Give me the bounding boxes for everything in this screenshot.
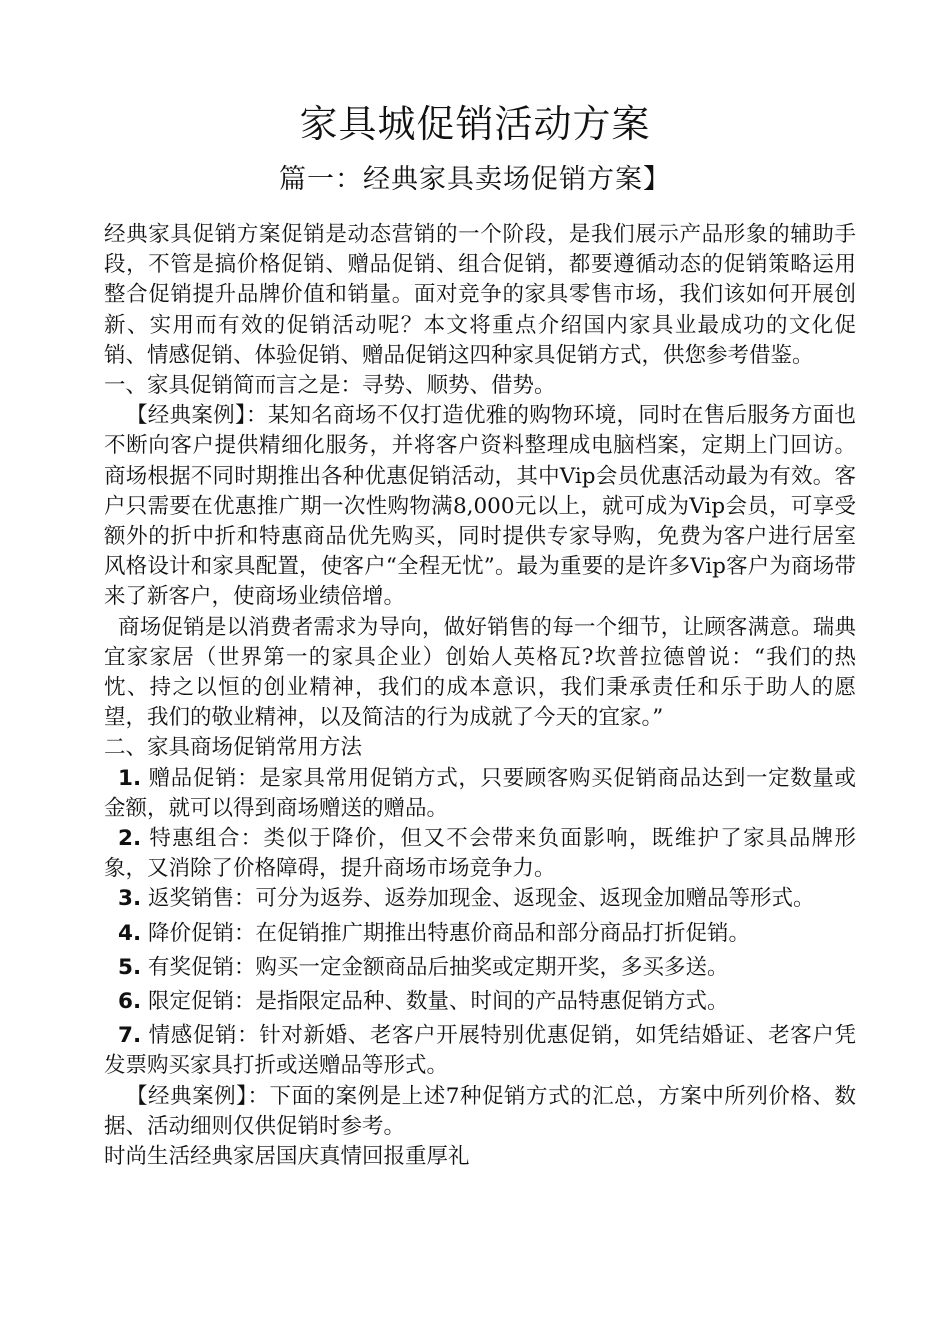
method-text: 赠品促销：是家具常用促销方式，只要顾客购买促销商品达到一定数量或金额，就可以得到商场赠送的赠品。 bbox=[104, 765, 856, 821]
method-number: 2. bbox=[118, 826, 142, 852]
method-number: 7. bbox=[118, 1023, 142, 1049]
heading-section-2: 二、家具商场促销常用方法 bbox=[104, 735, 363, 761]
method-number: 3. bbox=[118, 886, 142, 912]
paragraph-case-2: 【经典案例】：下面的案例是上述7种促销方式的汇总，方案中所列价格、数据、活动细则仅供促销时参考。 bbox=[104, 1083, 856, 1139]
method-item-3 bbox=[104, 884, 856, 914]
heading-section-1: 一、家具促销简而言之是：寻势、顺势、借势。 bbox=[104, 373, 556, 399]
document-title: 家具城促销活动方案 bbox=[299, 102, 651, 146]
method-text: 限定促销：是指限定品种、数量、时间的产品特惠促销方式。 bbox=[147, 989, 729, 1015]
method-item-6 bbox=[104, 987, 856, 1017]
paragraph-intro: 经典家具促销方案促销是动态营销的一个阶段，是我们展示产品形象的辅助手段，不管是搞价格促销、赠品促销、组合促销，都要遵循动态的促销策略运用整合促销提升品牌价值和销量。面对竞争的家具零售市场，我们该如何开展创新、实用而有效的促销活动呢？本文将重点介绍国内家具业最成功的文化促销、情感促销、体验促销、赠品促销这四种家具促销方式，供您参考借鉴。 bbox=[104, 222, 856, 368]
paragraph-case-1: 【经典案例】：某知名商场不仅打造优雅的购物环境，同时在售后服务方面也不断向客户提供精细化服务，并将客户资料整理成电脑档案，定期上门回访。商场根据不同时期推出各种优惠促销活动，其中Vip会员优惠活动最为有效。客户只需要在优惠推广期一次性购物满8,000元以上，就可成为Vip会员，可享受额外的折中折和特惠商品优先购买，同时提供专家导购，免费为客户进行居室风格设计和家具配置，使客户“全程无忧”。最为重要的是许多Vip客户为商场带来了新客户，使商场业绩倍增。 bbox=[104, 403, 856, 610]
document-body bbox=[104, 220, 856, 1172]
document-subtitle: 篇一：经典家具卖场促销方案】 bbox=[279, 164, 671, 195]
method-item-7 bbox=[104, 1021, 856, 1081]
method-item-5 bbox=[104, 953, 856, 983]
method-item-1 bbox=[104, 764, 856, 824]
method-number: 5. bbox=[118, 954, 142, 980]
method-text: 有奖促销：购买一定金额商品后抽奖或定期开奖，多买多送。 bbox=[147, 954, 729, 980]
method-text: 返奖销售：可分为返券、返券加现金、返现金、返现金加赠品等形式。 bbox=[147, 886, 815, 912]
method-item-2 bbox=[104, 824, 856, 884]
method-number: 6. bbox=[118, 989, 142, 1015]
method-text: 情感促销：针对新婚、老客户开展特别优惠促销，如凭结婚证、老客户凭发票购买家具打折或送赠品等形式。 bbox=[104, 1023, 856, 1079]
method-text: 降价促销：在促销推广期推出特惠价商品和部分商品打折促销。 bbox=[147, 920, 750, 946]
method-item-4 bbox=[104, 919, 856, 949]
paragraph-quote: 商场促销是以消费者需求为导向，做好销售的每一个细节，让顾客满意。瑞典宜家家居（世界第一的家具企业）创始人英格瓦?坎普拉德曾说：“我们的热忱、持之以恒的创业精神，我们的成本意识，我们秉承责任和乐于助人的愿望，我们的敬业精神，以及简洁的行为成就了今天的宜家。” bbox=[104, 614, 856, 731]
method-number: 4. bbox=[118, 920, 142, 946]
method-text: 特惠组合：类似于降价，但又不会带来负面影响，既维护了家具品牌形象，又消除了价格障碍，提升商场市场竞争力。 bbox=[104, 826, 856, 882]
paragraph-event-title: 时尚生活经典家居国庆真情回报重厚礼 bbox=[104, 1144, 470, 1170]
method-number: 1. bbox=[118, 765, 142, 791]
